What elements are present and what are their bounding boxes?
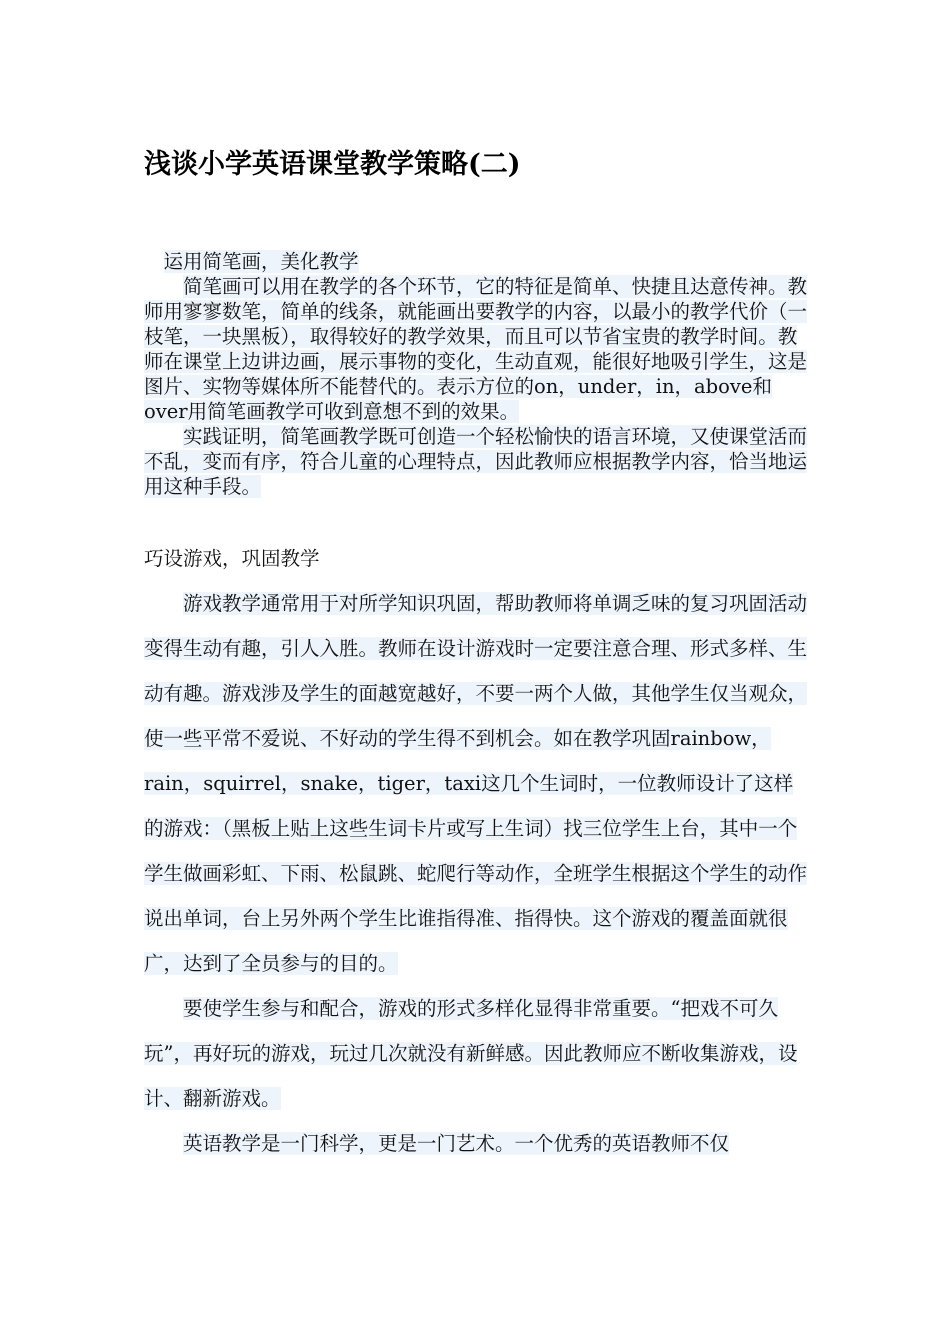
paragraph <box>144 1121 812 1166</box>
paragraph <box>144 986 812 1121</box>
section-games <box>144 536 812 1166</box>
paragraph <box>144 274 812 424</box>
paragraph-text: 游戏教学通常用于对所学知识巩固，帮助教师将单调乏味的复习巩固活动变得生动有趣，引人入胜。教师在设计游戏时一定要注意合理、形式多样、生动有趣。游戏涉及学生的面越宽越好，不要一两个人做，其他学生仅当观众，使一些平常不爱说、不好动的学生得不到机会。如在教学巩固rainbow，rain，squirrel，snake，tiger，taxi这几个生词时，一位教师设计了这样的游戏：（黑板上贴上这些生词卡片或写上生词）找三位学生上台，其中一个学生做画彩虹、下雨、松鼠跳、蛇爬行等动作，全班学生根据这个学生的动作说出单词，台上另外两个学生比谁指得准、指得快。这个游戏的覆盖面就很广，达到了全员参与的目的。 <box>144 592 808 975</box>
paragraph <box>144 424 812 499</box>
paragraph-text: 简笔画可以用在教学的各个环节，它的特征是简单、快捷且达意传神。教师用寥寥数笔，简单的线条，就能画出要教学的内容，以最小的教学代价（一枝笔，一块黑板），取得较好的教学效果，而且可以节省宝贵的教学时间。教师在课堂上边讲边画，展示事物的变化，生动直观，能很好地吸引学生，这是图片、实物等媒体所不能替代的。表示方位的on，under，in，above和over用简笔画教学可收到意想不到的效果。 <box>144 275 808 423</box>
paragraph <box>144 581 812 986</box>
paragraph-text: 要使学生参与和配合，游戏的形式多样化显得非常重要。“把戏不可久玩”，再好玩的游戏，玩过几次就没有新鲜感。因此教师应不断收集游戏，设计、翻新游戏。 <box>144 997 798 1110</box>
document-title: 浅谈小学英语课堂教学策略(二) <box>144 149 521 180</box>
section-heading-text: 运用简笔画，美化教学 <box>163 250 359 273</box>
paragraph-text: 实践证明，简笔画教学既可创造一个轻松愉快的语言环境，又使课堂活而不乱，变而有序，符合儿童的心理特点，因此教师应根据教学内容，恰当地运用这种手段。 <box>144 425 808 498</box>
section-heading <box>144 249 812 274</box>
section-heading-text: 巧设游戏，巩固教学 <box>144 547 320 570</box>
section-heading <box>144 536 812 581</box>
section-simple-drawing <box>144 249 812 499</box>
paragraph-text: 英语教学是一门科学，更是一门艺术。一个优秀的英语教师不仅 <box>183 1132 730 1155</box>
